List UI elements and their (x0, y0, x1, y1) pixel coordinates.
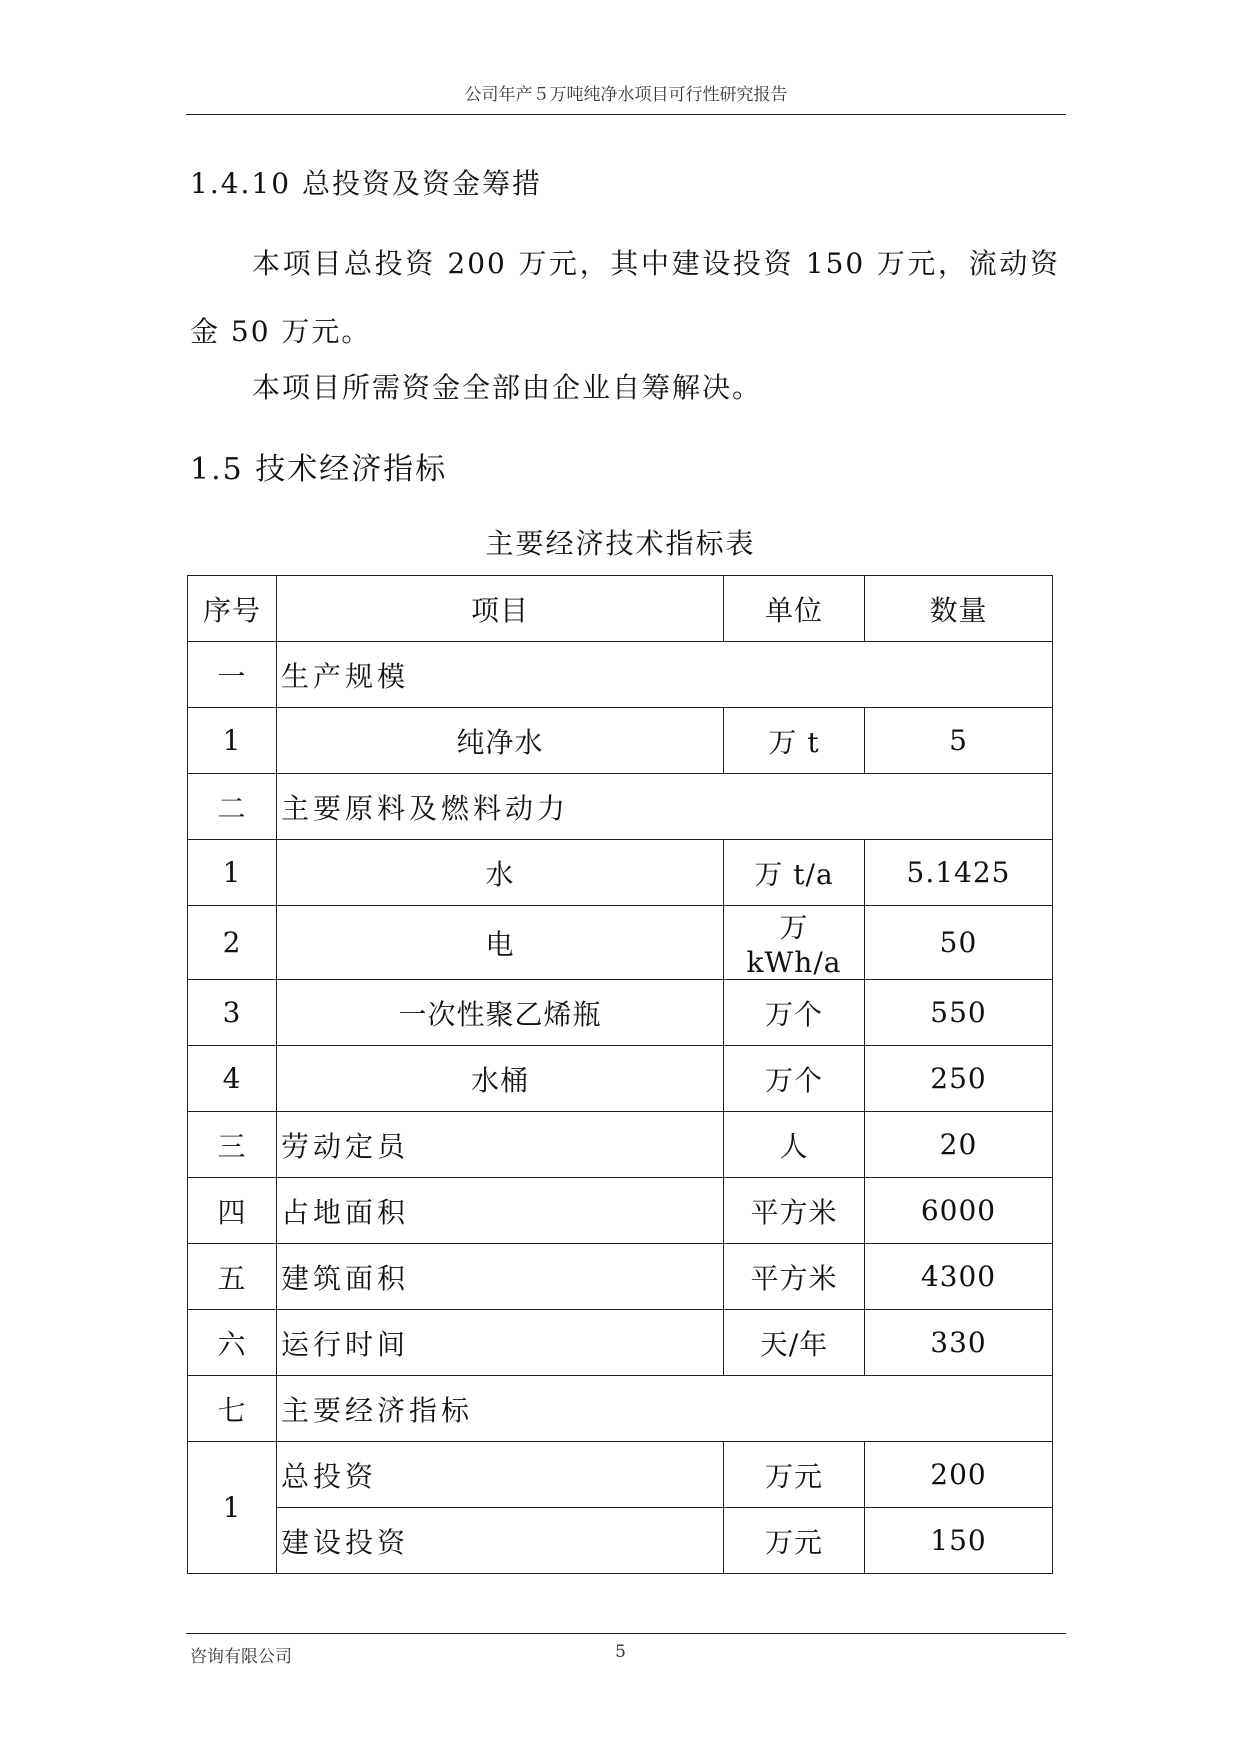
table-caption: 主要经济技术指标表 (485, 527, 756, 560)
header-cell: 单位 (724, 576, 865, 642)
row-number: 三 (188, 1112, 277, 1178)
item-cell: 电 (277, 906, 724, 980)
quantity-cell: 330 (865, 1310, 1053, 1376)
unit-cell: 万个 (724, 1046, 865, 1112)
row-number: 2 (188, 906, 277, 980)
item-cell: 占地面积 (277, 1178, 724, 1244)
item-cell: 建设投资 (277, 1508, 724, 1574)
row-number: 七 (188, 1376, 277, 1442)
table-row (188, 1508, 1053, 1574)
indicators-table (187, 575, 1053, 1574)
quantity-cell: 50 (865, 906, 1053, 980)
row-number: 1 (188, 840, 277, 906)
item-cell: 水 (277, 840, 724, 906)
footer-divider (186, 1633, 1066, 1634)
header-cell: 项目 (277, 576, 724, 642)
section-heading-1-4-10: 1.4.10 总投资及资金筹措 (190, 167, 542, 200)
unit-cell: 万 t/a (724, 840, 865, 906)
category-label: 生产规模 (277, 642, 1053, 708)
table-row (188, 1178, 1053, 1244)
item-cell: 建筑面积 (277, 1244, 724, 1310)
item-cell: 运行时间 (277, 1310, 724, 1376)
row-number: 4 (188, 1046, 277, 1112)
unit-cell: 万 t (724, 708, 865, 774)
quantity-cell: 6000 (865, 1178, 1053, 1244)
unit-cell: 万个 (724, 980, 865, 1046)
table-row (188, 1046, 1053, 1112)
quantity-cell: 20 (865, 1112, 1053, 1178)
table-row (188, 906, 1053, 980)
table-row (188, 708, 1053, 774)
table-row (188, 840, 1053, 906)
unit-cell: 万元 (724, 1442, 865, 1508)
table-row (188, 1310, 1053, 1376)
unit-cell: 平方米 (724, 1178, 865, 1244)
table-row (188, 1376, 1053, 1442)
table-row (188, 1244, 1053, 1310)
quantity-cell: 250 (865, 1046, 1053, 1112)
unit-cell: 万元 (724, 1508, 865, 1574)
unit-cell: 人 (724, 1112, 865, 1178)
page-header: 公司年产５万吨纯净水项目可行性研究报告 (186, 84, 1066, 115)
quantity-cell: 200 (865, 1442, 1053, 1508)
row-number: 1 (188, 708, 277, 774)
quantity-cell: 150 (865, 1508, 1053, 1574)
page-number: 5 (615, 1642, 626, 1662)
unit-cell: 平方米 (724, 1244, 865, 1310)
item-cell: 一次性聚乙烯瓶 (277, 980, 724, 1046)
footer-company: 咨询有限公司 (190, 1647, 292, 1667)
unit-cell: 万 kWh/a (724, 906, 865, 980)
paragraph-investment: 本项目总投资 200 万元，其中建设投资 150 万元，流动资金 50 万元。 (190, 247, 1060, 348)
table-row (188, 642, 1053, 708)
row-number: 五 (188, 1244, 277, 1310)
header-cell: 数量 (865, 576, 1053, 642)
table-header-row (188, 576, 1053, 642)
category-label: 主要原料及燃料动力 (277, 774, 1053, 840)
quantity-cell: 5 (865, 708, 1053, 774)
table-row (188, 1112, 1053, 1178)
paragraph-funding: 本项目所需资金全部由企业自筹解决。 (252, 371, 763, 404)
item-cell: 水桶 (277, 1046, 724, 1112)
row-number: 3 (188, 980, 277, 1046)
table-row (188, 980, 1053, 1046)
row-number: 四 (188, 1178, 277, 1244)
item-cell: 纯净水 (277, 708, 724, 774)
item-cell: 劳动定员 (277, 1112, 724, 1178)
unit-cell: 天/年 (724, 1310, 865, 1376)
item-cell: 总投资 (277, 1442, 724, 1508)
table-row (188, 774, 1053, 840)
quantity-cell: 4300 (865, 1244, 1053, 1310)
quantity-cell: 5.1425 (865, 840, 1053, 906)
row-number: 1 (188, 1442, 277, 1574)
table-row (188, 1442, 1053, 1508)
section-heading-1-5: 1.5 技术经济指标 (190, 452, 448, 487)
row-number: 一 (188, 642, 277, 708)
category-label: 主要经济指标 (277, 1376, 1053, 1442)
header-cell: 序号 (188, 576, 277, 642)
quantity-cell: 550 (865, 980, 1053, 1046)
row-number: 二 (188, 774, 277, 840)
row-number: 六 (188, 1310, 277, 1376)
